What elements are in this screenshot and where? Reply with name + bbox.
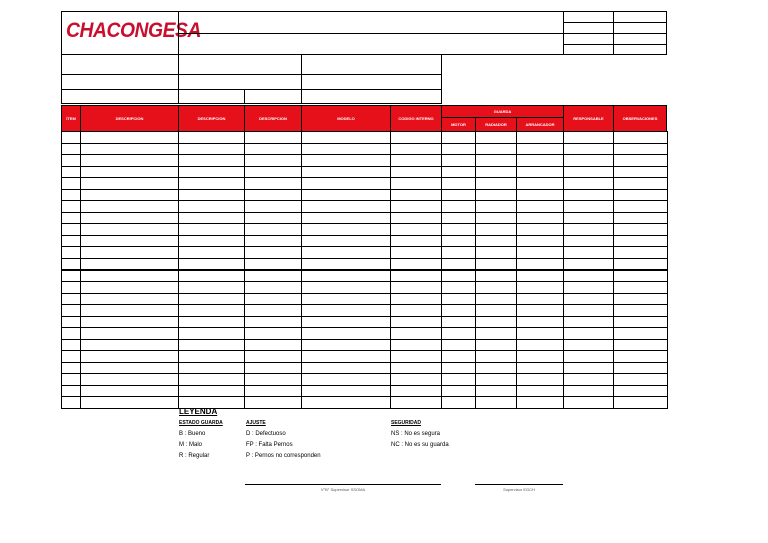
header-motor: MOTOR	[441, 117, 476, 132]
header-arrancador: ARRANCADOR	[516, 117, 564, 132]
table-cell-responsable[interactable]	[563, 396, 614, 409]
table-cell-modelo[interactable]	[301, 396, 391, 409]
header-radiador: RADIADOR	[475, 117, 517, 132]
info-label-5	[61, 89, 179, 104]
header-item: ÍTEM	[61, 105, 81, 132]
legend-seguridad-item: NS : No es segura	[391, 431, 441, 437]
legend-seguridad-title: SEGURIDAD	[391, 420, 422, 426]
legend-ajuste-title: AJUSTE	[246, 420, 266, 426]
title-field-1[interactable]	[178, 11, 564, 34]
header-codigo-interno: CODIGO INTERNO	[390, 105, 442, 132]
legend-title: LEYENDA	[179, 407, 218, 416]
signature-line-egch	[475, 484, 563, 485]
table-cell-motor[interactable]	[441, 396, 476, 409]
company-logo: CHACONGESA	[66, 19, 201, 42]
table-cell-codigo-interno[interactable]	[390, 396, 442, 409]
signature-label-ssoma: V°B° Supervisor SSOMA	[320, 487, 366, 492]
header-responsable: RESPONSABLE	[563, 105, 614, 132]
title-field-2[interactable]	[178, 33, 564, 55]
legend-ajuste-item: FP : Falta Pernos	[246, 442, 293, 448]
info-label-3	[61, 74, 179, 90]
info-value-1[interactable]	[178, 54, 302, 75]
legend-estado-item: M : Malo	[179, 442, 203, 448]
header-modelo: MODELO	[301, 105, 391, 132]
info-value-5b[interactable]	[244, 89, 302, 104]
table-cell-arrancador[interactable]	[516, 396, 564, 409]
header-observaciones: OBSERVACIONES	[613, 105, 667, 132]
header-descripcion-2: DESCRIPCION	[178, 105, 245, 132]
info-value-3[interactable]	[178, 74, 302, 90]
info-value-5a[interactable]	[178, 89, 245, 104]
header-guarda: GUARDA	[441, 105, 564, 118]
legend-seguridad-item: NC : No es su guarda	[391, 442, 449, 448]
table-cell-descripcion-3[interactable]	[244, 396, 302, 409]
legend-ajuste-item: P : Pernos no corresponden	[246, 453, 321, 459]
info-label-2	[301, 54, 442, 75]
legend-estado-item: R : Regular	[179, 453, 210, 459]
header-descripcion-3: DESCRIPCION	[244, 105, 302, 132]
legend-ajuste-item: D : Defectuoso	[246, 431, 286, 437]
table-cell-item[interactable]	[61, 396, 81, 409]
legend-estado-item: B : Bueno	[179, 431, 206, 437]
code-label-4	[563, 44, 614, 55]
info-label-1	[61, 54, 179, 75]
signature-line-ssoma	[245, 484, 441, 485]
info-value-4[interactable]	[301, 74, 442, 90]
table-cell-observaciones[interactable]	[613, 396, 668, 409]
table-cell-radiador[interactable]	[475, 396, 517, 409]
table-cell-descripcion-1[interactable]	[80, 396, 179, 409]
code-value-4[interactable]	[613, 44, 667, 55]
header-descripcion-1: DESCRIPCION	[80, 105, 179, 132]
legend-estado-title: ESTADO GUARDA	[179, 420, 223, 426]
signature-label-egch: Supervisor EGCH	[503, 487, 535, 492]
info-value-5c[interactable]	[301, 89, 442, 104]
